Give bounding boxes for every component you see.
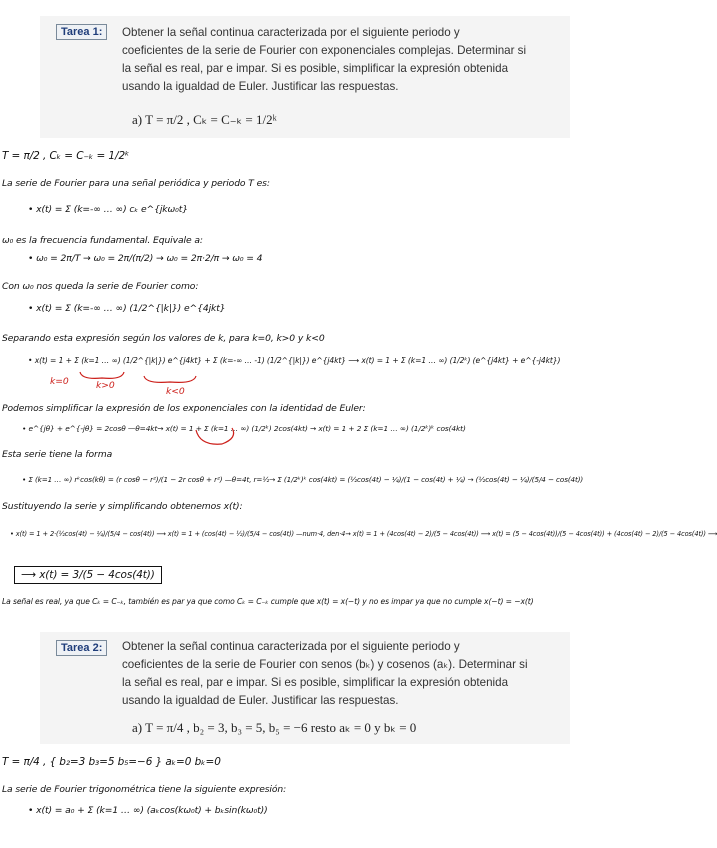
task-2-tag: Tarea 2: (56, 640, 107, 656)
eq-separated-series: • x(t) = 1 + Σ (k=1 … ∞) (1/2^{|k|}) e^{j4kt} + Σ (k=-∞ … -1) (1/2^{|k|}) e^{j4kt} ⟶ x(t) = 1 + Σ (k=1 … ∞) (1/2ᵏ) (e^{j4kt} + e^{-j4kt}) (28, 356, 561, 365)
given-values: T = π/2 , Cₖ = C₋ₖ = 1/2ᵏ (2, 150, 130, 162)
circle-2k (196, 428, 234, 444)
task-1-line: coeficientes de la serie de Fourier con exponenciales complejas. Determinar si (122, 44, 527, 57)
label-kneg: k<0 (166, 386, 185, 397)
task-2-formula: a) T = π/4 , b₂ = 3, b₃ = 5, b₅ = −6 resto aₖ = 0 y bₖ = 0 (132, 720, 417, 735)
note-substituting: Sustituyendo la serie y simplificando obtenemos x(t): (2, 501, 243, 512)
note-euler: Podemos simplificar la expresión de los exponenciales con la identidad de Euler: (2, 403, 366, 414)
given-values-2: T = π/4 , { b₂=3 b₃=5 b₅=−6 } aₖ=0 bₖ=0 (2, 756, 221, 768)
note-separating: Separando esta expresión según los valores de k, para k=0, k>0 y k<0 (2, 333, 325, 344)
eq-euler: • e^{jθ} + e^{-jθ} = 2cosθ —θ=4kt→ x(t) = 1 + Σ (k=1 … ∞) (1/2ᵏ) 2cos(4kt) → x(t) = 1 + 2 Σ (k=1 … ∞) (1/2ᵏ)ᵏ cos(4kt) (22, 424, 466, 433)
eq-series-with-w0: • x(t) = Σ (k=-∞ … ∞) (1/2^{|k|}) e^{4jkt} (28, 303, 226, 314)
task-1-tag: Tarea 1: (56, 24, 107, 40)
eq-substitution: • x(t) = 1 + 2·(½cos(4t) − ¼)/(5/4 − cos(4t)) ⟶ x(t) = 1 + (cos(4t) − ½)/(5/4 − cos(4t)) —num·4, den·4→ x(t) = 1 + (4cos(4t) − 2)/(5 − 4cos(4t)) ⟶ x(t) = (5 − 4cos(4t))/(5 − 4cos(4t)) + (4cos(4t) − 2)/(5 − 4cos(4t)) ⟶ (10, 530, 717, 538)
brace-kpos (80, 372, 124, 378)
task-1-line: la señal es real, par e impar. Si es posible, simplificar la expresión obtenida (122, 62, 509, 75)
task-2-line: la señal es real, par e impar. Si es posible, simplificar la expresión obtenida (122, 676, 509, 689)
task-1-formula: a) T = π/2 , Cₖ = C₋ₖ = 1/2ᵏ (132, 112, 277, 127)
task-1-line: Obtener la señal continua caracterizada por el siguiente periodo y (122, 26, 460, 39)
note-fourier-series: La serie de Fourier para una señal periódica y periodo T es: (2, 178, 270, 189)
conclusion: La señal es real, ya que Cₖ = C₋ₖ, también es par ya que como Cₖ = C₋ₖ cumple que x(t) = x(−t) y no es impar ya que no cumple x(−t) = −x(t) (2, 597, 534, 606)
task-2-line: coeficientes de la serie de Fourier con senos (bₖ) y cosenos (aₖ). Determinar si (122, 658, 528, 671)
eq-trig-series: • x(t) = a₀ + Σ (k=1 … ∞) (aₖcos(kω₀t) + bₖsin(kω₀t)) (28, 805, 268, 816)
note-trig-series: La serie de Fourier trigonométrica tiene la siguiente expresión: (2, 784, 287, 795)
eq-fundamental-freq: • ω₀ = 2π/T → ω₀ = 2π/(π/2) → ω₀ = 2π·2/π → ω₀ = 4 (28, 253, 263, 264)
task-1-line: usando la igualdad de Euler. Justificar las respuestas. (122, 80, 399, 93)
label-kpos: k>0 (96, 380, 115, 391)
brace-kneg (144, 376, 196, 382)
eq-fourier-series: • x(t) = Σ (k=-∞ … ∞) cₖ e^{jkω₀t} (28, 204, 188, 215)
eq-series-form: • Σ (k=1 … ∞) rᵏcos(kθ) = (r cosθ − r²)/(1 − 2r cosθ + r²) —θ=4t, r=½→ Σ (1/2ᵏ)ᵏ cos(4kt) = (½cos(4t) − ¼)/(1 − cos(4t) + ¼) → (½cos(4t) − ¼)/(5/4 − cos(4t)) (22, 475, 584, 484)
note-series-with-w0: Con ω₀ nos queda la serie de Fourier como: (2, 281, 199, 292)
label-k0: k=0 (50, 376, 69, 387)
note-fundamental-freq: ω₀ es la frecuencia fundamental. Equivale a: (2, 235, 203, 246)
result-boxed: ⟶ x(t) = 3/(5 − 4cos(4t)) (14, 566, 162, 584)
note-series-form: Esta serie tiene la forma (2, 449, 113, 460)
task-2-line: Obtener la señal continua caracterizada por el siguiente periodo y (122, 640, 460, 653)
task-2-line: usando la igualdad de Euler. Justificar las respuestas. (122, 694, 399, 707)
